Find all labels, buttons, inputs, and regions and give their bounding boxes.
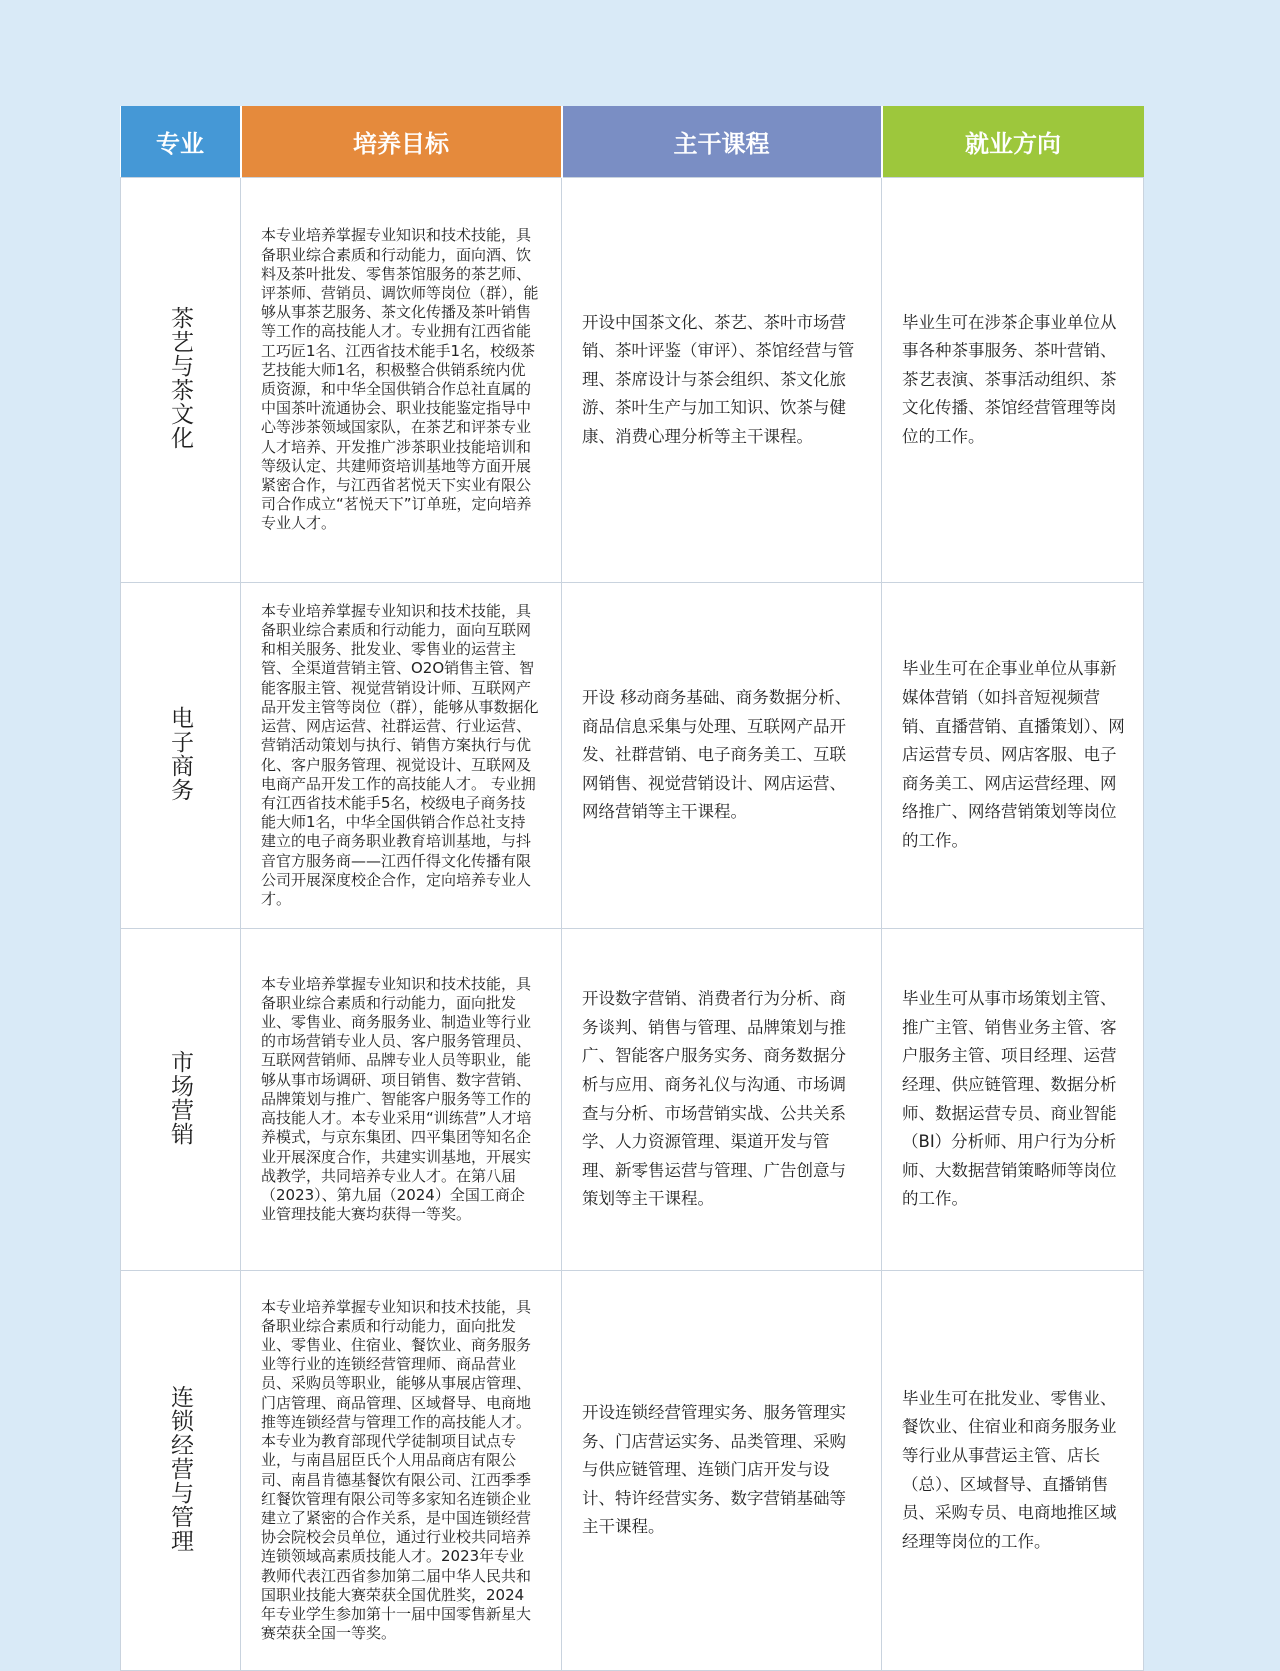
table-row xyxy=(121,1271,1144,1671)
goal-cell: 本专业培养掌握专业知识和技术技能，具备职业综合素质和行动能力，面向互联网和相关服务、批发业、零售业的运营主管、全渠道营销主管、O2O销售主管、智能客服主管、视觉营销设计师、互联网产品开发主管等岗位（群），能够从事数据化运营、网店运营、社群运营、行业运营、营销活动策划与执行、销售方案执行与优化、客户服务管理、视觉设计、互联网及电商产品开发工作的高技能人才。 专业拥有江西省技术能手5名，校级电子商务技能大师1名，中华全国供销合作总社支持建立的电子商务职业教育培训基地，与抖音官方服务商——江西仟得文化传播有限公司开展深度校企合作，定向培养专业人才。 xyxy=(241,583,562,929)
major-cell xyxy=(121,178,241,583)
major-cell xyxy=(121,929,241,1271)
header-job: 就业方向 xyxy=(882,106,1144,178)
major-name: 茶艺与茶文化 xyxy=(167,306,193,450)
table-row xyxy=(121,929,1144,1271)
course-cell: 开设中国茶文化、茶艺、茶叶市场营销、茶叶评鉴（审评）、茶馆经营与管理、茶席设计与茶会组织、茶文化旅游、茶叶生产与加工知识、饮茶与健康、消费心理分析等主干课程。 xyxy=(562,178,882,583)
job-cell: 毕业生可在企事业单位从事新媒体营销（如抖音短视频营销、直播营销、直播策划）、网店运营专员、网店客服、电子商务美工、网店运营经理、网络推广、网络营销策划等岗位的工作。 xyxy=(882,583,1144,929)
major-name: 电子商务 xyxy=(167,705,193,802)
table-row xyxy=(121,583,1144,929)
header-goal: 培养目标 xyxy=(241,106,562,178)
header-major: 专业 xyxy=(121,106,241,178)
job-cell: 毕业生可在批发业、零售业、餐饮业、住宿业和商务服务业等行业从事营运主管、店长（总）、区域督导、直播销售员、采购专员、电商地推区域经理等岗位的工作。 xyxy=(882,1271,1144,1671)
course-cell: 开设 移动商务基础、商务数据分析、商品信息采集与处理、互联网产品开发、社群营销、电子商务美工、互联网销售、视觉营销设计、网店运营、网络营销等主干课程。 xyxy=(562,583,882,929)
goal-cell: 本专业培养掌握专业知识和技术技能，具备职业综合素质和行动能力，面向批发业、零售业、商务服务业、制造业等行业的市场营销专业人员、客户服务管理员、互联网营销师、品牌专业人员等职业，能够从事市场调研、项目销售、数字营销、品牌策划与推广、智能客户服务等工作的高技能人才。本专业采用“训练营”人才培养模式，与京东集团、四平集团等知名企业开展深度合作，共建实训基地，开展实战教学，共同培养专业人才。在第八届（2023）、第九届（2024）全国工商企业管理技能大赛均获得一等奖。 xyxy=(241,929,562,1271)
table-row xyxy=(121,178,1144,583)
major-cell xyxy=(121,583,241,929)
goal-cell: 本专业培养掌握专业知识和技术技能，具备职业综合素质和行动能力，面向酒、饮料及茶叶批发、零售茶馆服务的茶艺师、评茶师、营销员、调饮师等岗位（群），能够从事茶艺服务、茶文化传播及茶叶销售等工作的高技能人才。专业拥有江西省能工巧匠1名、江西省技术能手1名，校级茶艺技能大师1名，积极整合供销系统内优质资源，和中华全国供销合作总社直属的中国茶叶流通协会、职业技能鉴定指导中心等涉茶领域国家队，在茶艺和评茶专业人才培养、开发推广涉茶职业技能培训和等级认定、共建师资培训基地等方面开展紧密合作，与江西省茗悦天下实业有限公司合作成立“茗悦天下”订单班，定向培养专业人才。 xyxy=(241,178,562,583)
major-cell xyxy=(121,1271,241,1671)
major-name: 连锁经营与管理 xyxy=(167,1384,193,1553)
header-course: 主干课程 xyxy=(562,106,882,178)
major-name: 市场营销 xyxy=(167,1049,193,1146)
goal-cell: 本专业培养掌握专业知识和技术技能，具备职业综合素质和行动能力，面向批发业、零售业、住宿业、餐饮业、商务服务业等行业的连锁经营管理师、商品营业员、采购员等职业，能够从事展店管理、门店管理、商品管理、区域督导、电商地推等连锁经营与管理工作的高技能人才。本专业为教育部现代学徒制项目试点专业，与南昌屈臣氏个人用品商店有限公司、南昌肯德基餐饮有限公司、江西季季红餐饮管理有限公司等多家知名连锁企业建立了紧密的合作关系，是中国连锁经营协会院校会员单位，通过行业校共同培养连锁领域高素质技能人才。2023年专业教师代表江西省参加第二届中华人民共和国职业技能大赛荣获全国优胜奖，2024年专业学生参加第十一届中国零售新星大赛荣获全国一等奖。 xyxy=(241,1271,562,1671)
table-header-row xyxy=(121,106,1144,178)
course-cell: 开设数字营销、消费者行为分析、商务谈判、销售与管理、品牌策划与推广、智能客户服务实务、商务数据分析与应用、商务礼仪与沟通、市场调查与分析、市场营销实战、公共关系学、人力资源管理、渠道开发与管理、新零售运营与管理、广告创意与策划等主干课程。 xyxy=(562,929,882,1271)
major-table xyxy=(120,106,1144,1671)
job-cell: 毕业生可从事市场策划主管、推广主管、销售业务主管、客户服务主管、项目经理、运营经理、供应链管理、数据分析师、数据运营专员、商业智能（BI）分析师、用户行为分析师、大数据营销策略师等岗位的工作。 xyxy=(882,929,1144,1271)
course-cell: 开设连锁经营管理实务、服务管理实务、门店营运实务、品类管理、采购与供应链管理、连锁门店开发与设计、特许经营实务、数字营销基础等主干课程。 xyxy=(562,1271,882,1671)
job-cell: 毕业生可在涉茶企事业单位从事各种茶事服务、茶叶营销、茶艺表演、茶事活动组织、茶文化传播、茶馆经营管理等岗位的工作。 xyxy=(882,178,1144,583)
